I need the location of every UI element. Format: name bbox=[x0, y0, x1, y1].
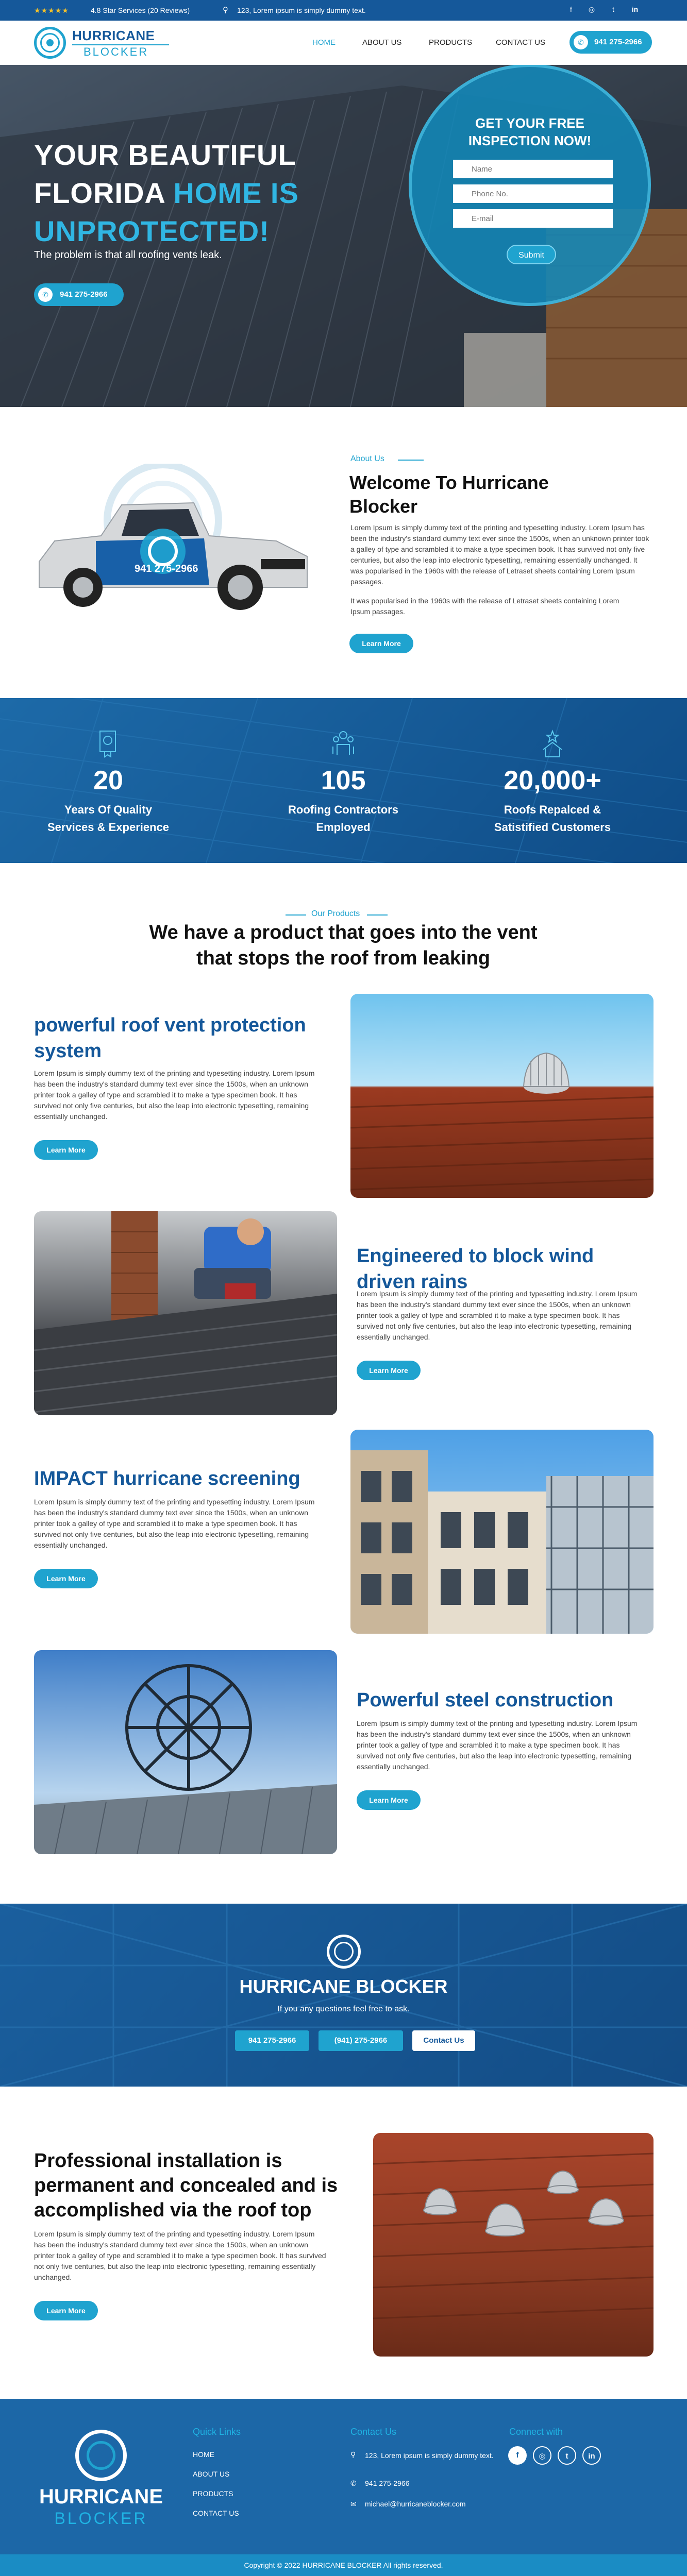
cta-section bbox=[0, 1904, 687, 2087]
footer-email-icon: ✉ bbox=[350, 2500, 357, 2508]
product-2-image bbox=[34, 1211, 337, 1415]
email-input[interactable] bbox=[453, 209, 613, 228]
about-kicker: About Us bbox=[350, 454, 384, 463]
inspection-form bbox=[409, 65, 651, 306]
footer-email[interactable]: michael@hurricaneblocker.com bbox=[365, 2500, 466, 2508]
linkedin-icon[interactable]: in bbox=[631, 5, 639, 13]
truck-image bbox=[34, 464, 312, 613]
product-4-title: Powerful steel construction bbox=[357, 1689, 614, 1711]
product-1-title: powerful roof vent protection system bbox=[34, 1014, 306, 1062]
products-section bbox=[0, 863, 687, 1904]
about-paragraph-1: Lorem Ipsum is simply dummy text of the printing and typesetting industry. Lorem Ipsum has been the industry's standard dummy text ever since the 1500s, when an unknown printer took a galley of type and scrambled it to make a type specimen book. It has survived not only five centuries, but also the leap into electronic typesetting, remaining essentially unchanged. It was popularised in the 1960s with the release of Letraset sheets containing Lorem Ipsum passages. bbox=[350, 523, 649, 586]
footer-instagram-icon[interactable]: ◎ bbox=[533, 2446, 551, 2465]
phone-input[interactable] bbox=[453, 184, 613, 203]
hero-subtitle: The problem is that all roofing vents leak. bbox=[34, 249, 222, 261]
footer-phone[interactable]: 941 275-2966 bbox=[365, 2479, 410, 2487]
products-kicker: Our Products bbox=[311, 909, 360, 918]
product-3-image bbox=[350, 1430, 654, 1634]
top-address: 123, Lorem ipsum is simply dummy text. bbox=[237, 6, 366, 14]
team-icon bbox=[332, 729, 355, 758]
stat-roofs: 20,000+ Roofs Repalced & Satistified Customers bbox=[475, 729, 630, 836]
footer-link-contact[interactable]: CONTACT US bbox=[193, 2509, 239, 2517]
nav-contact[interactable]: CONTACT US bbox=[496, 38, 546, 47]
rating-text: 4.8 Star Services (20 Reviews) bbox=[91, 6, 190, 14]
product-3-title: IMPACT hurricane screening bbox=[34, 1468, 300, 1489]
main-navigation bbox=[0, 21, 687, 65]
footer-logo-text-bottom: BLOCKER bbox=[54, 2509, 148, 2528]
hero-heading: YOUR BEAUTIFUL FLORIDA HOME IS UNPROTECTED! bbox=[34, 139, 299, 247]
install-image bbox=[373, 2133, 654, 2357]
product-2-title: Engineered to block wind driven rains bbox=[357, 1245, 594, 1293]
hero-section bbox=[0, 65, 687, 407]
about-learn-more-button[interactable]: Learn More bbox=[349, 634, 413, 653]
product-1-image bbox=[350, 994, 654, 1198]
products-heading: We have a product that goes into the vent that stops the roof from leaking bbox=[149, 922, 538, 969]
logo-text-bottom: BLOCKER bbox=[83, 45, 149, 58]
cta-logo-icon bbox=[327, 1935, 361, 1969]
house-star-icon bbox=[541, 729, 564, 758]
product-1-learn-more-button[interactable]: Learn More bbox=[34, 1140, 98, 1160]
submit-button[interactable]: Submit bbox=[507, 245, 556, 264]
footer-pin-icon: ⚲ bbox=[350, 2450, 356, 2459]
copyright-bar: Copyright © 2022 HURRICANE BLOCKER All rights reserved. bbox=[0, 2554, 687, 2576]
footer-logo-text-top: HURRICANE bbox=[39, 2485, 163, 2508]
form-title: GET YOUR FREE INSPECTION NOW! bbox=[468, 115, 592, 148]
phone-icon: ✆ bbox=[38, 287, 53, 302]
facebook-icon[interactable]: f bbox=[570, 5, 572, 13]
nav-phone-button[interactable] bbox=[569, 31, 652, 54]
footer-link-products[interactable]: PRODUCTS bbox=[193, 2489, 233, 2498]
name-input[interactable] bbox=[453, 160, 613, 178]
footer bbox=[0, 2399, 687, 2554]
product-4-learn-more-button[interactable]: Learn More bbox=[357, 1790, 421, 1810]
cta-phone-button-2[interactable]: (941) 275-2966 bbox=[319, 2030, 403, 2051]
pin-icon: ⚲ bbox=[223, 6, 228, 14]
footer-linkedin-icon[interactable]: in bbox=[582, 2446, 601, 2465]
phone-icon: ✆ bbox=[574, 35, 588, 49]
stat-contractors: 105 Roofing Contractors Employed bbox=[266, 729, 421, 836]
product-1-text: Lorem Ipsum is simply dummy text of the printing and typesetting industry. Lorem Ipsum has been the industry's standard dummy text ever since the 1500s, when an unknown printer took a galley of type and scrambled it to make a type specimen book. It has survived not only five centuries, but also the leap into electronic typesetting, remaining essentially unchanged. bbox=[34, 1069, 315, 1121]
cta-subtitle: If you any questions feel free to ask. bbox=[277, 2005, 410, 2013]
install-text: Lorem Ipsum is simply dummy text of the printing and typesetting industry. Lorem Ipsum has been the industry's standard dummy text ever since the 1500s, when an unknown printer took a galley of type and scrambled it to make a type specimen book. It has survived not only five centuries, but also the leap into electronic typesetting, remaining essentially unchanged. bbox=[34, 2230, 326, 2281]
stat-years: 20 Years Of Quality Services & Experience bbox=[31, 729, 186, 836]
footer-phone-icon: ✆ bbox=[350, 2479, 357, 2487]
footer-connect-title: Connect with bbox=[509, 2427, 563, 2437]
product-2-text: Lorem Ipsum is simply dummy text of the printing and typesetting industry. Lorem Ipsum has been the industry's standard dummy text ever since the 1500s, when an unknown printer took a galley of type and scrambled it to make a type specimen book. It has survived not only five centuries, but also the leap into electronic typesetting, remaining essentially unchanged. bbox=[357, 1290, 638, 1341]
nav-home[interactable]: HOME bbox=[312, 38, 336, 47]
certificate-icon bbox=[97, 729, 120, 758]
hero-phone-button[interactable] bbox=[34, 283, 124, 306]
nav-about[interactable]: ABOUT US bbox=[362, 38, 402, 47]
truck-phone: 941 275-2966 bbox=[135, 563, 198, 574]
footer-link-home[interactable]: HOME bbox=[193, 2450, 214, 2459]
nav-phone-number: 941 275-2966 bbox=[594, 38, 642, 46]
logo[interactable] bbox=[34, 26, 168, 60]
footer-logo[interactable] bbox=[34, 2430, 168, 2528]
installation-section bbox=[0, 2087, 687, 2399]
product-3-text: Lorem Ipsum is simply dummy text of the printing and typesetting industry. Lorem Ipsum has been the industry's standard dummy text ever since the 1500s, when an unknown printer took a galley of type and scrambled it to make a type specimen book. It has survived not only five centuries, but also the leap into electronic typesetting, remaining essentially unchanged. bbox=[34, 1498, 315, 1549]
rating-stars: ★★★★★ bbox=[34, 6, 69, 14]
instagram-icon[interactable]: ◎ bbox=[588, 5, 595, 13]
footer-contact-title: Contact Us bbox=[350, 2427, 397, 2437]
product-4-text: Lorem Ipsum is simply dummy text of the printing and typesetting industry. Lorem Ipsum has been the industry's standard dummy text ever since the 1500s, when an unknown printer took a galley of type and scrambled it to make a type specimen book. It has survived not only five centuries, but also the leap into electronic typesetting, remaining essentially unchanged. bbox=[357, 1719, 638, 1771]
twitter-icon[interactable]: t bbox=[612, 5, 614, 13]
top-bar bbox=[0, 0, 687, 21]
footer-twitter-icon[interactable]: t bbox=[558, 2446, 576, 2465]
logo-text-top: HURRICANE bbox=[72, 28, 155, 43]
stats-section bbox=[0, 698, 687, 863]
product-4-image bbox=[34, 1650, 337, 1854]
product-3-learn-more-button[interactable]: Learn More bbox=[34, 1569, 98, 1588]
about-title: Welcome To Hurricane Blocker bbox=[349, 472, 549, 517]
cta-contact-button[interactable]: Contact Us bbox=[412, 2030, 475, 2051]
nav-products[interactable]: PRODUCTS bbox=[429, 38, 473, 47]
footer-link-about[interactable]: ABOUT US bbox=[193, 2470, 230, 2478]
about-paragraph-2: It was popularised in the 1960s with the release of Letraset sheets containing Lorem Ipsum passages. bbox=[350, 597, 619, 616]
footer-quick-links-title: Quick Links bbox=[193, 2427, 241, 2437]
product-2-learn-more-button[interactable]: Learn More bbox=[357, 1361, 421, 1380]
hero-phone-number: 941 275-2966 bbox=[60, 290, 108, 299]
footer-facebook-icon[interactable]: f bbox=[508, 2446, 527, 2465]
cta-title: HURRICANE BLOCKER bbox=[239, 1976, 448, 1997]
footer-address: 123, Lorem ipsum is simply dummy text. bbox=[365, 2451, 494, 2460]
install-learn-more-button[interactable]: Learn More bbox=[34, 2301, 98, 2320]
install-title: Professional installation is permanent and concealed and is accomplished via the roof top bbox=[34, 2150, 338, 2221]
about-section bbox=[0, 407, 687, 698]
cta-phone-button-1[interactable]: 941 275-2966 bbox=[235, 2030, 309, 2051]
